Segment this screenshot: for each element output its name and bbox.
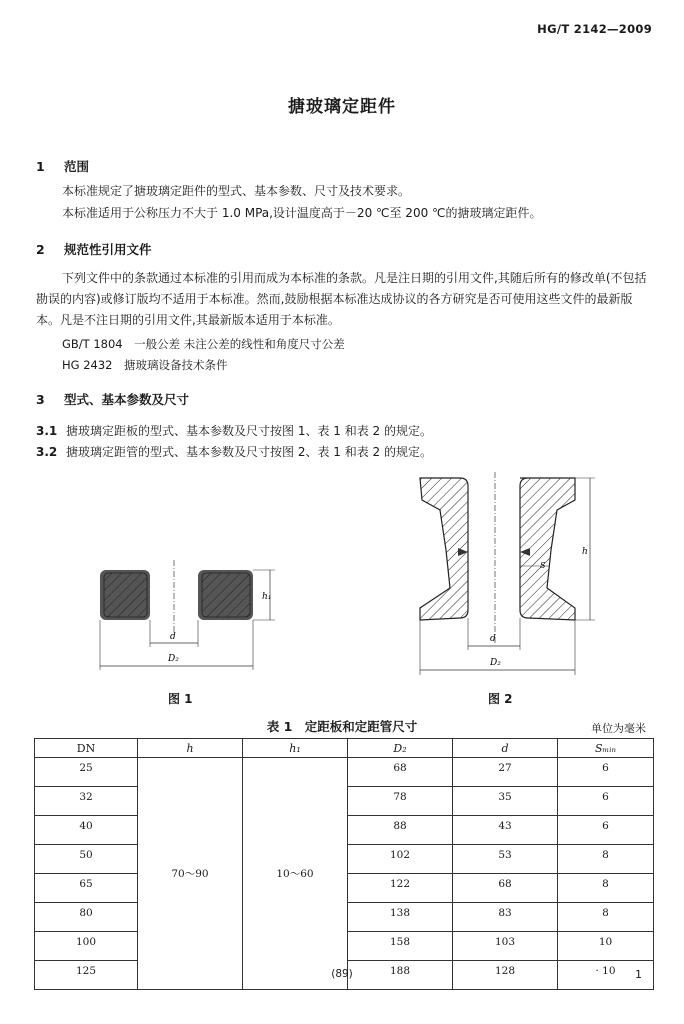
cell-d: 128 [453, 961, 558, 990]
figure-2-drawing [400, 470, 600, 680]
cell-smin: 8 [558, 845, 654, 874]
cell-dn: 65 [35, 874, 138, 903]
clause-3-2 [36, 443, 432, 460]
cell-d: 27 [453, 758, 558, 787]
label-h1: h₁ [262, 592, 272, 602]
header-d: d [453, 739, 558, 758]
cell-dn: 125 [35, 961, 138, 990]
header-dn: DN [35, 739, 138, 758]
clause-number: 3.1 [36, 424, 58, 438]
cell-d: 83 [453, 903, 558, 932]
reference-name: 搪玻璃设备技术条件 [123, 358, 228, 372]
label-D2: D₂ [168, 654, 179, 664]
cell-dn: 40 [35, 816, 138, 845]
cell-h1-merged: 10～60 [243, 758, 348, 990]
cell-d: 68 [453, 874, 558, 903]
cell-dn: 32 [35, 787, 138, 816]
cell-smin: 8 [558, 903, 654, 932]
clause-text: 搪玻璃定距板的型式、基本参数及尺寸按图 1、表 1 和表 2 的规定。 [66, 424, 432, 438]
cell-D2: 102 [348, 845, 453, 874]
cell-dn: 25 [35, 758, 138, 787]
section-number: 1 [36, 159, 45, 174]
cell-dn: 80 [35, 903, 138, 932]
section-1-paragraph-2: 本标准适用于公称压力不大于 1.0 MPa,设计温度高于－20 ℃至 200 ℃的搪玻璃定距件。 [62, 206, 542, 220]
section-title: 型式、基本参数及尺寸 [64, 392, 190, 407]
cell-D2: 138 [348, 903, 453, 932]
header-D2: D₂ [348, 739, 453, 758]
section-2-paragraph: 下列文件中的条款通过本标准的引用而成为本标准的条款。凡是注日期的引用文件,其随后所有的修改单(不包括勘误的内容)或修订版均不适用于本标准。然而,鼓励根据本标准达成协议的各方研究是否可使用这些文件的最新版本。凡是不注日期的引用文件,其最新版本适用于本标准。 [36, 271, 647, 327]
section-2-heading [36, 240, 152, 258]
table-unit: 单位为毫米 [591, 722, 646, 735]
cell-smin: 10 [558, 932, 654, 961]
cell-dn: 50 [35, 845, 138, 874]
label-S: S [540, 561, 546, 570]
label-d: d [170, 632, 176, 642]
table-title: 表 1 定距板和定距管尺寸 [266, 719, 418, 734]
cell-D2: 158 [348, 932, 453, 961]
cell-D2: 68 [348, 758, 453, 787]
cell-smin: 6 [558, 787, 654, 816]
cell-smin: · 10 [558, 961, 654, 990]
cell-dn: 100 [35, 932, 138, 961]
cell-d: 103 [453, 932, 558, 961]
cell-D2: 188 [348, 961, 453, 990]
cell-smin: 8 [558, 874, 654, 903]
cell-D2: 78 [348, 787, 453, 816]
section-title: 规范性引用文件 [64, 242, 152, 257]
figure-1-drawing [90, 555, 290, 680]
reference-item [62, 336, 345, 352]
reference-item [62, 357, 227, 373]
cell-smin: 6 [558, 758, 654, 787]
page-number-center: (89) [331, 968, 353, 980]
clause-text: 搪玻璃定距管的型式、基本参数及尺寸按图 2、表 1 和表 2 的规定。 [66, 445, 432, 459]
figure-2-caption: 图 2 [488, 692, 513, 706]
cell-d: 53 [453, 845, 558, 874]
label-D2: D₂ [490, 658, 501, 668]
reference-code: GB/T 1804 [62, 337, 123, 351]
cell-smin: 6 [558, 816, 654, 845]
cell-h-merged: 70～90 [138, 758, 243, 990]
label-h: h [582, 547, 588, 557]
page-number-right: 1 [635, 968, 642, 981]
section-3-heading [36, 390, 189, 408]
tube-left-section [420, 478, 468, 620]
section-1-paragraph-1: 本标准规定了搪玻璃定距件的型式、基本参数、尺寸及技术要求。 [62, 184, 411, 198]
dimension-table [34, 738, 654, 990]
standard-number: HG/T 2142—2009 [537, 22, 652, 36]
section-number: 3 [36, 392, 45, 407]
label-d: d [490, 634, 496, 644]
reference-code: HG 2432 [62, 358, 113, 372]
figure-1-caption: 图 1 [168, 692, 193, 706]
document-title: 搪玻璃定距件 [288, 97, 396, 117]
table-header-row [35, 739, 654, 758]
cell-d: 35 [453, 787, 558, 816]
section-title: 范围 [64, 159, 90, 174]
clause-3-1 [36, 422, 432, 439]
header-smin: Sₘᵢₙ [558, 739, 654, 758]
reference-name: 一般公差 未注公差的线性和角度尺寸公差 [134, 337, 345, 351]
cell-d: 43 [453, 816, 558, 845]
cell-D2: 122 [348, 874, 453, 903]
clause-number: 3.2 [36, 445, 58, 459]
section-number: 2 [36, 242, 45, 257]
header-h1: h₁ [243, 739, 348, 758]
header-h: h [138, 739, 243, 758]
table-row [35, 758, 654, 787]
cell-D2: 88 [348, 816, 453, 845]
section-1-heading [36, 157, 89, 175]
